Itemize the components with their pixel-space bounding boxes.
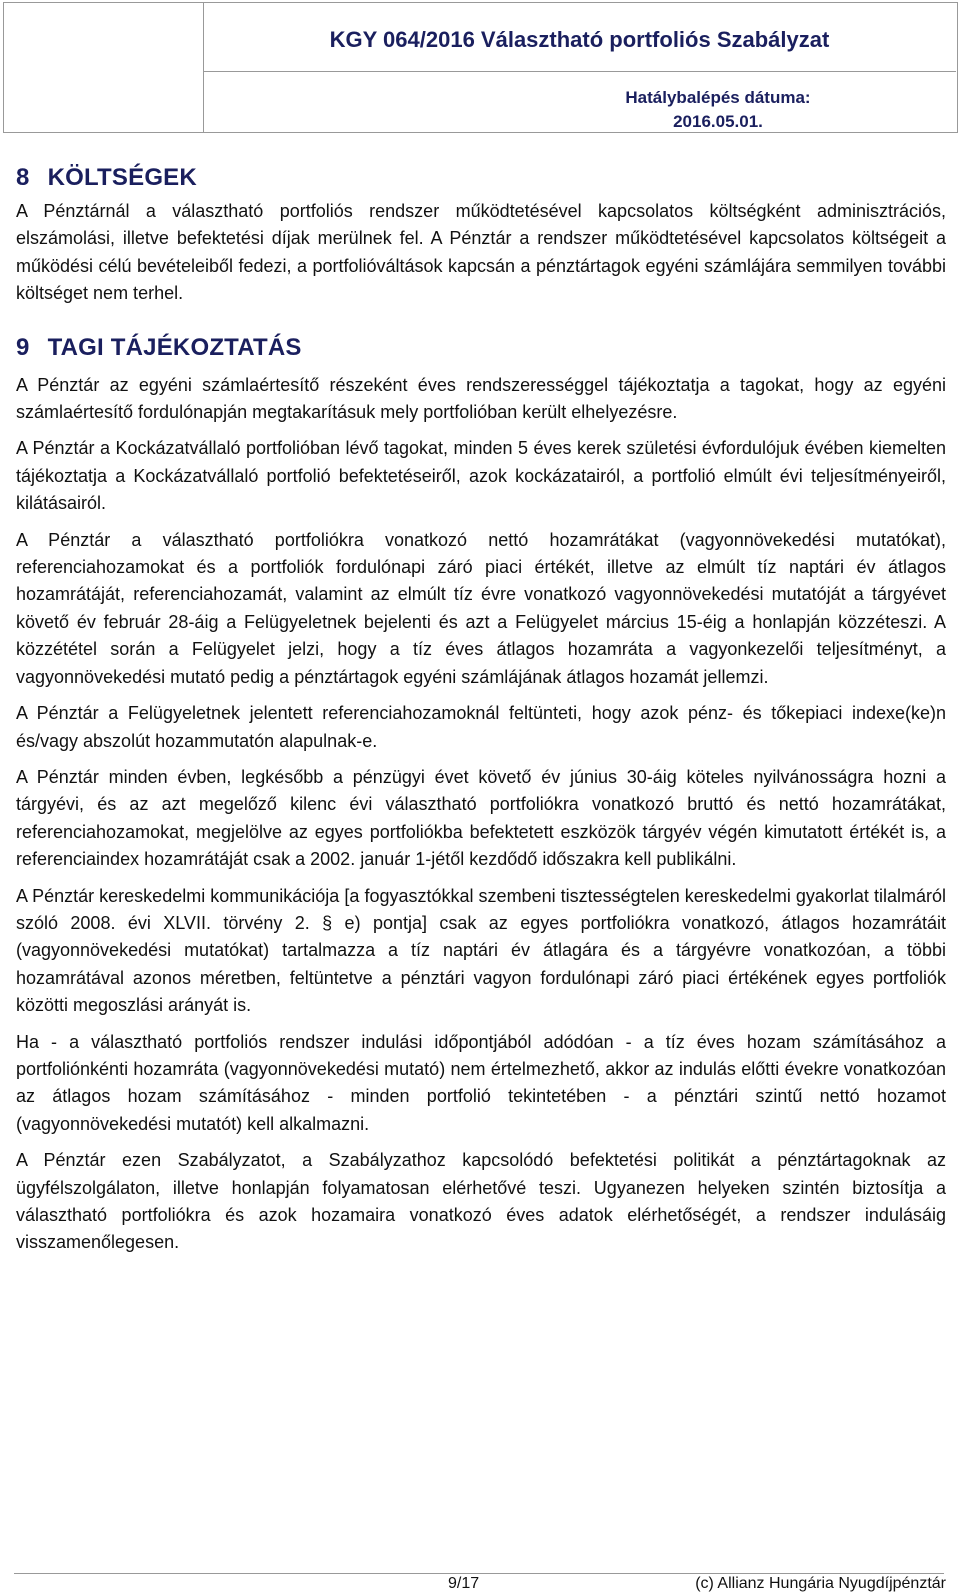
document-body [16,160,946,1257]
section-title: KÖLTSÉGEK [47,164,197,191]
effective-date-value: 2016.05.01. [673,112,763,131]
paragraph: A Pénztár a Felügyeletnek jelentett referenciahozamoknál feltünteti, hogy azok pénz- és tőkepiaci indexe(ke)n és/vagy abszolút hozammutatón alapulnak-e. [16,703,946,751]
section-title: TAGI TÁJÉKOZTATÁS [47,333,302,361]
paragraph: A Pénztárnál a választható portfoliós rendszer működtetésével kapcsolatos költségként adminisztrációs, elszámolási, illetve befektetési díjak merülnek fel. A Pénztár a rendszer működtetésével kapcsolatos költségeit a működési célú bevételeiből fedezi, a portfolióváltások kapcsán a pénztártagok egyéni számlájára semmilyen további költséget nem terhel. [16,201,946,304]
logo-cell [3,2,204,133]
section-8-heading [16,164,946,192]
paragraph: A Pénztár minden évben, legkésőbb a pénzügyi évet követő év június 30-áig köteles nyilvánosságra hozni a tárgyévi, és az azt megelőző kilenc évi választható portfoliókra vonatkozó bruttó és nettó hozamrátákat, referenciahozamokat, megjelölve az egyes portfoliókba befektetett eszközök tárgyév végén kimutatott értékét is, a referenciaindex hozamrátáját csak a 2002. január 1-jétől kezdődő időszakra kell publikálni. [16,766,946,870]
section-number: 9 [16,333,30,361]
paragraph: A Pénztár az egyéni számlaértesítő részeként éves rendszerességgel tájékoztatja a tagokat, hogy az egyéni számlaértesítő fordulónapján megtakarításuk mely portfolióban került elhelyezésre. [16,374,946,423]
paragraph: A Pénztár ezen Szabályzatot, a Szabályzathoz kapcsolódó befektetési politikát a pénztártagoknak az ügyfélszolgálaton, illetve honlapján folyamatosan elérhetővé teszi. Ugyanezen helyeken szintén biztosítja a választható portfoliókra és azok hozamaira vonatkozó éves adatok elérhetőségét, a rendszer indulásáig visszamenőlegesen. [16,1150,946,1253]
paragraph: A Pénztár kereskedelmi kommunikációja [a fogyasztókkal szembeni tisztességtelen kereskedelmi gyakorlat tilalmáról szóló 2008. évi XLVII. törvény 2. § e) pontja] csak az egyes portfoliókra vonatkozó, átlagos hozamrátáit (vagyonnövekedési mutatókat) tartalmazza a tíz naptári év átlagára és a tárgyévre vonatkozóan, a többi hozamrátával azonos méretben, feltüntetve a pénztári vagyon fordulónapi záró piaci értékének egyes portfoliók közötti megoszlási arányát is. [16,885,946,1016]
paragraph: Ha - a választható portfoliós rendszer indulási időpontjából adódóan - a tíz éves hozam számításához a portfoliónkénti hozamráta (vagyonnövekedési mutató) nem értelmezhető, akkor az indulás előtti évekre vonatkozóan az átlagos hozam számításához - minden portfolió tekintetében - a pénztári szintű nettó hozamot (vagyonnövekedési mutatót) kell alkalmazni. [16,1031,946,1134]
paragraph: A Pénztár a választható portfoliókra vonatkozó nettó hozamrátákat (vagyonnövekedési mutatókat), referenciahozamokat és a portfoliók fordulónapi záró piaci értékét, illetve az elmúlt tíz naptári év átlagos hozamrátáját, referenciahozamát, valamint az elmúlt tíz évre vonatkozó vagyonnövekedési mutatóját a tárgyévet követő év február 28-áig a Felügyeletnek bejelenti és azt a Felügyelet március 15-éig a honlapján közzéteszi. A közzététel során a Felügyelet jelzi, hogy a tíz éves átlagos hozamráta a vagyonkezelői teljesítményt, a vagyonnövekedési mutató pedig a pénztártagok egyéni számlájának átlagos hozamát jellemzi. [16,529,946,687]
document-title: KGY 064/2016 Választható portfoliós Szabályzat [329,27,830,52]
paragraph: A Pénztár a Kockázatvállaló portfolióban lévő tagokat, minden 5 éves kerek születési évfordulójuk évében kiemelten tájékoztatja a Kockázatvállaló portfolió befektetéseiről, azok kockázatairól, a portfolió elmúlt évi teljesítményeiről, kilátásairól. [16,438,946,514]
page-number: 9/17 [448,1575,480,1592]
header-divider [203,71,956,72]
document-header [0,0,956,133]
effective-date-label: Hatálybalépés dátuma: [625,88,811,107]
section-number: 8 [16,164,30,191]
footer-rule [14,1573,944,1574]
footer-copyright: (c) Allianz Hungária Nyugdíjpénztár [695,1575,946,1592]
section-9-heading [16,334,946,362]
